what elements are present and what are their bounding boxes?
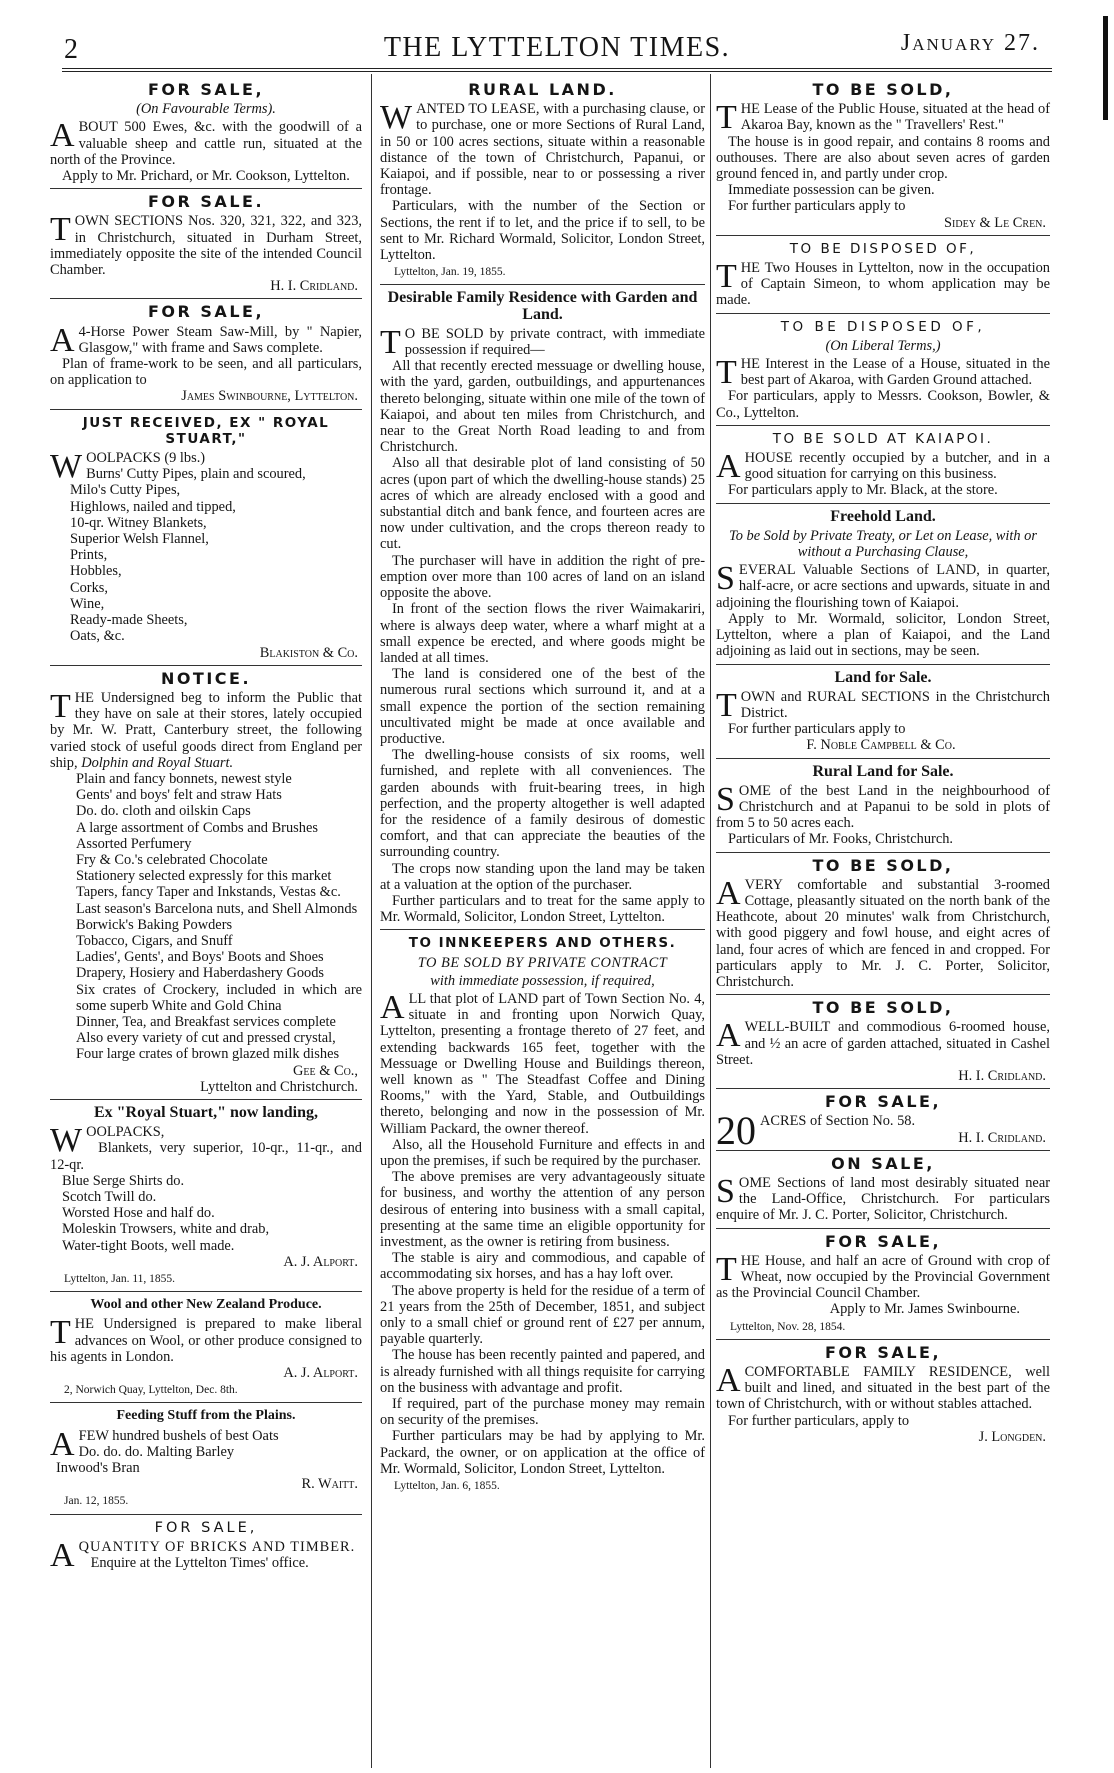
ad-text: HE Undersigned beg to inform the Public that they have on sale at their stores, lately occupied by Mr. W. Pratt, Canterbury street, the following varied stock of useful goods direct from England per ship, bbox=[50, 689, 362, 771]
ad-heading: TO BE SOLD, bbox=[812, 998, 954, 1018]
drop-cap: T bbox=[716, 99, 737, 137]
ad-signature: J. Longden. bbox=[978, 1428, 1046, 1445]
drop-cap: S bbox=[716, 1172, 735, 1210]
drop-cap: T bbox=[716, 686, 737, 724]
ad-text: HE House, and half an acre of Ground with crop of Wheat, now occupied by the Provincial Government as the Provincial Council Chamber. bbox=[716, 1252, 1050, 1302]
list-item: Corks, bbox=[70, 579, 108, 596]
ad-signature: A. J. Alport. bbox=[283, 1365, 358, 1382]
ad-paragraph: The stable is airy and commodious, and capable of accommodating six horses, and has a hay loft over. bbox=[380, 1250, 705, 1283]
ad-text: ACRES of Section No. 58. bbox=[760, 1113, 916, 1130]
ad-text: 4-Horse Power Steam Saw-Mill, by " Napier, Glasgow," with frame and Saws complete. bbox=[78, 323, 362, 356]
ad-family-residence bbox=[380, 285, 705, 930]
ad-text: OOLPACKS, bbox=[86, 1124, 165, 1141]
issue-date: January 27. bbox=[900, 30, 1040, 56]
ad-text-2: Particulars of Mr. Fooks, Christchurch. bbox=[728, 831, 954, 848]
list-item: Fry & Co.'s celebrated Chocolate bbox=[76, 851, 268, 868]
list-item: Ready-made Sheets, bbox=[70, 612, 188, 629]
ad-kaiapoi-house bbox=[716, 426, 1050, 504]
ad-heading: ON SALE, bbox=[831, 1153, 935, 1173]
ad-paragraph: The house has been recently painted and papered, and is already furnished with all things requisite for carrying on the business with advantage and profit. bbox=[380, 1347, 705, 1396]
ad-ewes-for-sale bbox=[50, 77, 362, 189]
masthead-rule-2 bbox=[62, 71, 1052, 72]
ad-dateline: Lyttelton, Jan. 11, 1855. bbox=[64, 1273, 176, 1286]
ad-signature-2: Lyttelton and Christchurch. bbox=[200, 1078, 358, 1095]
ad-paragraph: The purchaser will have in addition the right of pre-emption over more than 100 acres of land on an island opposite the above. bbox=[380, 552, 705, 602]
ad-text: O BE SOLD by private contract, with immediate possession if required— bbox=[404, 325, 705, 359]
list-item: Wine, bbox=[70, 595, 105, 612]
ad-signature: F. Noble Campbell & Co. bbox=[806, 737, 956, 754]
ad-text-2: Particulars, with the number of the Section or Sections, the rent if to let, and the price if to sell, to be sent to Mr. Richard Wormald, Solicitor, London Street, Lyttelton. bbox=[380, 198, 705, 264]
drop-cap: W bbox=[50, 448, 83, 486]
drop-cap: A bbox=[716, 1362, 741, 1400]
ad-dateline: 2, Norwich Quay, Lyttelton, Dec. 8th. bbox=[64, 1384, 238, 1397]
ad-line-2: Do. do. do. Malting Barley bbox=[78, 1443, 235, 1460]
ad-signature: Gee & Co., bbox=[292, 1062, 358, 1079]
ad-subheading: TO BE SOLD BY PRIVATE CONTRACT bbox=[417, 954, 668, 971]
list-item: Highlows, nailed and tipped, bbox=[70, 498, 236, 515]
drop-cap: T bbox=[716, 258, 737, 296]
ad-public-house-lease bbox=[716, 77, 1050, 236]
ad-freehold-land bbox=[716, 504, 1050, 665]
ad-signature: R. Waitt. bbox=[301, 1476, 358, 1493]
list-item: Do. do. cloth and oilskin Caps bbox=[76, 803, 251, 820]
column-left bbox=[50, 77, 362, 1575]
list-item: Worsted Hose and half do. bbox=[62, 1205, 215, 1222]
ad-text: HE Undersigned is prepared to make liberal advances on Wool, or other produce consigned to his agents in London. bbox=[50, 1316, 362, 1365]
ad-text-2: Apply to Mr. Wormald, solicitor, London Street, Lyttelton, where a plan of Kaiapoi, and the Land adjoining as laid out in sections, may be seen. bbox=[716, 610, 1050, 660]
ad-heading: FOR SALE, bbox=[147, 80, 265, 99]
goods-list bbox=[70, 466, 362, 644]
ad-paragraph: Also all that desirable plot of land consisting of 50 acres (upon part of which the dwelling-house stands) 25 acres of which are already enclosed with a good and substantial ditch and bank fence, and fourteen acres are now under cultivation, and the crops thereon ready to cut. bbox=[380, 455, 705, 553]
ad-subheading: (On Favourable Terms). bbox=[136, 101, 276, 118]
ad-heading: FOR SALE, bbox=[147, 302, 265, 322]
drop-cap: 20 bbox=[716, 1108, 756, 1154]
ad-heading: Rural Land for Sale. bbox=[812, 762, 954, 780]
ad-text: VERY comfortable and substantial 3-roomed Cottage, pleasantly situated on the north bank of the Heathcote, about 20 minutes' walk from Christchurch, with good piggery and fowl house, and eight acres of land, four acres of which are fenced in and cropped. For particulars apply to Mr. J. C. Porter, Solicitor, Christchurch. bbox=[716, 876, 1050, 990]
list-item: Superior Welsh Flannel, bbox=[70, 531, 209, 548]
ad-dateline: Lyttelton, Nov. 28, 1854. bbox=[730, 1320, 846, 1333]
ad-heading: Desirable Family Residence with Garden and Land. bbox=[387, 289, 698, 323]
ad-signature: A. J. Alport. bbox=[283, 1253, 358, 1270]
drop-cap: A bbox=[380, 988, 405, 1026]
ad-text-2: For further particulars apply to bbox=[728, 721, 906, 738]
ad-text-2: Apply to Mr. James Swinbourne. bbox=[829, 1301, 1020, 1318]
column-divider bbox=[710, 74, 711, 1768]
list-item: Milo's Cutty Pipes, bbox=[70, 482, 181, 499]
column-right bbox=[716, 77, 1050, 1449]
ad-subheading: (On Liberal Terms,) bbox=[825, 337, 941, 354]
ad-paragraph: Further particulars and to treat for the same apply to Mr. Wormald, Solicitor, London Street, Lyttelton. bbox=[380, 892, 705, 926]
ad-heading: TO BE SOLD, bbox=[812, 855, 954, 875]
ad-text: ANTED TO LEASE, with a purchasing clause, or to purchase, one or more Sections of Rural Land, in 50 or 100 acres sections, situate within a reasonable distance of the town of Christchurch, Papanui, or Kaiapoi, and if possible, near to or possessing a river frontage. bbox=[380, 101, 705, 199]
list-item: Tapers, fancy Taper and Inkstands, Vestas &c. bbox=[76, 884, 341, 901]
ad-two-houses bbox=[716, 236, 1050, 314]
ad-text: FEW hundred bushels of best Oats bbox=[78, 1427, 279, 1444]
list-item: Plain and fancy bonnets, newest style bbox=[76, 770, 292, 787]
list-item: Ladies', Gents', and Boys' Boots and Shoes bbox=[76, 949, 324, 966]
ad-rural-land bbox=[380, 77, 705, 285]
list-item: Burns' Cutty Pipes, plain and scoured, bbox=[86, 466, 306, 483]
list-item: Also every variety of cut and pressed crystal, bbox=[76, 1030, 336, 1047]
ad-text: HOUSE recently occupied by a butcher, and in a good situation for carrying on this business. bbox=[744, 450, 1050, 483]
ad-text: LL that plot of LAND part of Town Section No. 4, situate in and fronting upon Norwich Quay, Lyttelton, presenting a frontage thereto of 27 feet, and extending backwards 165 feet, together with the Messuage or Dwelling House and Buildings thereon, well known as " The Steadfast Coffee and Dining Rooms," with the Yard, Stable, and Outbuildings thereto, belonging and now in the possession of Mr. William Packard, the owner thereof. bbox=[380, 990, 705, 1137]
ad-text: OWN and RURAL SECTIONS in the Christchurch District. bbox=[740, 688, 1050, 721]
drop-cap: T bbox=[716, 354, 737, 392]
drop-cap: T bbox=[50, 1314, 71, 1352]
masthead-rule bbox=[62, 68, 1052, 69]
ad-text: OME of the best Land in the neighbourhood of Christchurch and at Papanui to be sold in plots of from 5 to 50 acres each. bbox=[716, 782, 1050, 832]
drop-cap: S bbox=[716, 780, 735, 818]
drop-cap: A bbox=[716, 448, 741, 486]
newspaper-title: THE LYTTELTON TIMES. bbox=[383, 32, 731, 63]
ad-paragraph: All that recently erected messuage or dwelling house, with the yard, garden, outbuildings, and appurtenances thereto belonging, situate within one mile of the town of Kaiapoi, and about ten miles from Christchurch, and near to the Great North Road leading to and from Christchurch. bbox=[380, 358, 705, 456]
ad-family-residence-christchurch bbox=[716, 1340, 1050, 1449]
ad-heading: TO INNKEEPERS AND OTHERS. bbox=[408, 935, 677, 952]
column-middle bbox=[380, 77, 705, 1498]
column-divider bbox=[371, 74, 372, 1768]
ad-dateline: Jan. 12, 1855. bbox=[64, 1495, 129, 1508]
ad-text: WELL-BUILT and commodious 6-roomed house, and ½ an acre of garden attached, situated in Cashel Street. bbox=[716, 1019, 1050, 1068]
ad-line-3: Inwood's Bran bbox=[56, 1460, 140, 1477]
ad-heading: Land for Sale. bbox=[834, 668, 932, 686]
list-item: Four large crates of brown glazed milk dishes bbox=[76, 1046, 340, 1063]
ad-text: BOUT 500 Ewes, &c. with the goodwill of a valuable sheep and cattle run, situated at the north of the Province. bbox=[50, 119, 362, 168]
ad-rural-land-sale bbox=[716, 759, 1050, 853]
drop-cap: T bbox=[380, 323, 401, 361]
ad-text-2: Enquire at the Lyttelton Times' office. bbox=[90, 1555, 309, 1572]
list-item: Dinner, Tea, and Breakfast services complete bbox=[76, 1013, 336, 1030]
list-item: Blue Serge Shirts do. bbox=[62, 1172, 185, 1189]
ad-text-4: For further particulars apply to bbox=[728, 198, 906, 215]
ad-land-for-sale bbox=[716, 665, 1050, 759]
ad-paragraph: The above premises are very advantageously situate for business, and worthy the attention of any person desirous of entering into business with a small capital, presenting at the same time an eligible opportunity for investment, as the owner is retiring from business. bbox=[380, 1169, 705, 1251]
drop-cap: A bbox=[716, 1017, 741, 1055]
drop-cap: W bbox=[50, 1122, 83, 1160]
ad-text: OWN SECTIONS Nos. 320, 321, 322, and 323, in Christchurch, situated in Durham Street, immediately opposite the site of the intended Council Chamber. bbox=[50, 213, 362, 279]
drop-cap: T bbox=[716, 1250, 737, 1288]
ad-text-2: Blankets, very superior, 10-qr., 11-qr., and 12-qr. bbox=[50, 1140, 362, 1173]
ad-heading: FOR SALE, bbox=[824, 1342, 942, 1362]
drop-cap: T bbox=[50, 211, 71, 249]
ad-heading: FOR SALE, bbox=[824, 1092, 942, 1112]
ad-paragraph: The land is considered one of the best of the numerous rural sections which surround it, and at a small expence the portion of the section remaining uncultivated might be made at once available and productive. bbox=[380, 666, 705, 747]
ad-signature: H. I. Cridland. bbox=[958, 1067, 1046, 1084]
list-item: Hobbles, bbox=[70, 563, 122, 580]
page-number: 2 bbox=[64, 34, 78, 65]
list-item: Tobacco, Cigars, and Snuff bbox=[76, 932, 233, 949]
ad-paragraph: The dwelling-house consists of six rooms, well furnished, and replete with all conveniences. The garden abounds with fruit-bearing trees, in high perfection, and the property altogether is well adapted for the residence of a family desirous of domestic comfort, and that can appreciate the beauties of the surrounding country. bbox=[380, 747, 705, 861]
ad-signature: H. I. Cridland. bbox=[270, 278, 358, 295]
ad-akaroa-lease bbox=[716, 314, 1050, 426]
ad-paragraph: Further particulars may be had by applying to Mr. Packard, the owner, or on application at the office of Mr. Wormald, Solicitor, London Street, Lyttelton. bbox=[380, 1428, 705, 1477]
ad-innkeepers bbox=[380, 930, 705, 1498]
ad-council-chamber bbox=[716, 1229, 1050, 1340]
ad-paragraph: In front of the section flows the river Waimakariri, where is always deep water, where a wharf might at a small expence be erected, and where goods might be landed at all times. bbox=[380, 601, 705, 666]
ad-cashel-house bbox=[716, 995, 1050, 1089]
ad-text: OOLPACKS (9 lbs.) bbox=[86, 450, 206, 467]
ad-heading: FOR SALE, bbox=[824, 1231, 942, 1251]
ad-town-sections bbox=[50, 189, 362, 299]
masthead bbox=[62, 28, 1052, 68]
list-item: Gents' and boys' felt and straw Hats bbox=[76, 787, 282, 804]
list-item: Scotch Twill do. bbox=[62, 1189, 157, 1205]
list-item: Assorted Perfumery bbox=[76, 835, 192, 852]
ad-text-2: Plan of frame-work to be seen, and all particulars, on application to bbox=[50, 356, 362, 389]
ad-heading: JUST RECEIVED, EX " ROYAL STUART," bbox=[82, 414, 330, 447]
drop-cap: A bbox=[50, 321, 75, 359]
ad-dateline: Lyttelton, Jan. 19, 1855. bbox=[394, 266, 506, 279]
drop-cap: A bbox=[50, 117, 75, 155]
ad-heading: Feeding Stuff from the Plains. bbox=[116, 1408, 296, 1424]
drop-cap: A bbox=[50, 1425, 75, 1463]
ad-heading: Ex "Royal Stuart," now landing, bbox=[93, 1103, 319, 1121]
drop-cap: T bbox=[50, 687, 71, 725]
drop-cap: W bbox=[380, 99, 413, 137]
ad-subheading: To be Sold by Private Treaty, or Let on Lease, with or without a Purchasing Clause, bbox=[729, 527, 1037, 561]
ad-heading: Wool and other New Zealand Produce. bbox=[90, 1297, 322, 1313]
list-item: Borwick's Baking Powders bbox=[76, 916, 233, 933]
ad-royal-stuart-goods bbox=[50, 410, 362, 666]
ad-text: HE Two Houses in Lyttelton, now in the occupation of Captain Simeon, to whom application may be made. bbox=[716, 260, 1050, 309]
list-item: Water-tight Boots, well made. bbox=[62, 1237, 235, 1254]
list-item: Oats, &c. bbox=[70, 628, 125, 645]
ad-text: OME Sections of land most desirably situated near the Land-Office, Christchurch. For particulars enquire of Mr. J. C. Porter, Solicitor, Christchurch. bbox=[716, 1174, 1050, 1224]
ad-notice bbox=[50, 666, 362, 1100]
goods-list bbox=[62, 1173, 362, 1254]
list-item: Last season's Barcelona nuts, and Shell Almonds bbox=[76, 900, 358, 917]
ad-heading: FOR SALE. bbox=[147, 192, 265, 212]
drop-cap: S bbox=[716, 560, 735, 598]
ad-paragraph: The crops now standing upon the land may be taken at a valuation at the option of the purchaser. bbox=[380, 860, 705, 893]
ad-heading: TO BE SOLD, bbox=[812, 80, 954, 99]
ship-names: Dolphin and Royal Stuart. bbox=[81, 754, 234, 771]
ad-signature: Sidey & Le Cren. bbox=[944, 214, 1046, 231]
ad-heading: NOTICE. bbox=[160, 668, 252, 688]
ad-saw-mill bbox=[50, 299, 362, 409]
edge-bar bbox=[1103, 16, 1108, 120]
ad-text: COMFORTABLE FAMILY RESIDENCE, well built and lined, and situated in the best part of the town of Christchurch, with or without stables attached. bbox=[716, 1364, 1050, 1413]
ad-bricks-timber bbox=[50, 1515, 362, 1576]
ad-wool-produce bbox=[50, 1292, 362, 1403]
ad-text: QUANTITY OF BRICKS AND TIMBER. bbox=[78, 1538, 356, 1555]
list-item: Moleskin Trowsers, white and drab, bbox=[62, 1221, 270, 1238]
ad-woolpacks-landing bbox=[50, 1100, 362, 1292]
ad-text-3: Immediate possession can be given. bbox=[728, 182, 935, 199]
ad-text-2: For particulars apply to Mr. Black, at the store. bbox=[728, 482, 998, 499]
ad-apply: Apply to Mr. Prichard, or Mr. Cookson, Lyttelton. bbox=[62, 168, 350, 185]
ad-cottage bbox=[716, 853, 1050, 996]
list-item: Six crates of Crockery, included in which are some superb White and Gold China bbox=[76, 981, 362, 1014]
list-item: Prints, bbox=[70, 547, 108, 564]
ad-text-2: For further particulars, apply to bbox=[728, 1412, 910, 1429]
ad-heading: TO BE DISPOSED OF, bbox=[789, 240, 977, 257]
ad-paragraph: Also, all the Household Furniture and effects in and upon the premises, if such be required by the purchaser. bbox=[380, 1136, 705, 1169]
ad-heading: TO BE DISPOSED OF, bbox=[780, 318, 986, 335]
ad-signature: James Swinbourne, Lyttelton. bbox=[181, 388, 358, 405]
ad-feeding-stuff bbox=[50, 1403, 362, 1514]
drop-cap: A bbox=[716, 874, 741, 912]
drop-cap: A bbox=[50, 1536, 75, 1574]
ad-text: EVERAL Valuable Sections of LAND, in quarter, half-acre, or acre sections and upwards, situate in and adjoining the flourishing town of Kaiapoi. bbox=[716, 562, 1050, 611]
ad-subheading-2: with immediate possession, if required, bbox=[430, 972, 655, 989]
ad-signature: H. I. Cridland. bbox=[958, 1129, 1046, 1146]
ad-twenty-acres bbox=[716, 1089, 1050, 1154]
ad-paragraph: The above property is held for the residue of a term of 21 years from the 25th of December, 1851, and subject only to a small chief or ground rent of £27 per annum, payable quarterly. bbox=[380, 1282, 705, 1348]
ad-heading: RURAL LAND. bbox=[468, 80, 617, 99]
goods-list bbox=[60, 771, 362, 1063]
ad-heading: FOR SALE, bbox=[154, 1519, 258, 1536]
ad-on-sale bbox=[716, 1151, 1050, 1229]
ad-text: HE Lease of the Public House, situated at the head of Akaroa Bay, known as the " Travellers' Rest." bbox=[740, 101, 1050, 134]
ad-dateline: Lyttelton, Jan. 6, 1855. bbox=[394, 1480, 500, 1493]
ad-heading: TO BE SOLD AT KAIAPOI. bbox=[772, 430, 994, 447]
ad-text: HE Interest in the Lease of a House, situated in the best part of Akaroa, with Garden Ground attached. bbox=[740, 356, 1050, 389]
ad-text-2: For particulars, apply to Messrs. Cookson, Bowler, & Co., Lyttelton. bbox=[716, 388, 1050, 421]
list-item: Stationery selected expressly for this market bbox=[76, 868, 332, 885]
ad-text-2: The house is in good repair, and contains 8 rooms and outhouses. There are also about seven acres of garden ground fenced in, and partly under crop. bbox=[716, 133, 1050, 183]
list-item: A large assortment of Combs and Brushes bbox=[76, 819, 318, 836]
list-item: 10-qr. Witney Blankets, bbox=[70, 514, 207, 531]
ad-paragraph: If required, part of the purchase money may remain on security of the premises. bbox=[380, 1396, 705, 1429]
ad-heading: Freehold Land. bbox=[830, 507, 936, 525]
ad-signature: Blakiston & Co. bbox=[259, 644, 358, 661]
list-item: Drapery, Hosiery and Haberdashery Goods bbox=[76, 965, 325, 982]
